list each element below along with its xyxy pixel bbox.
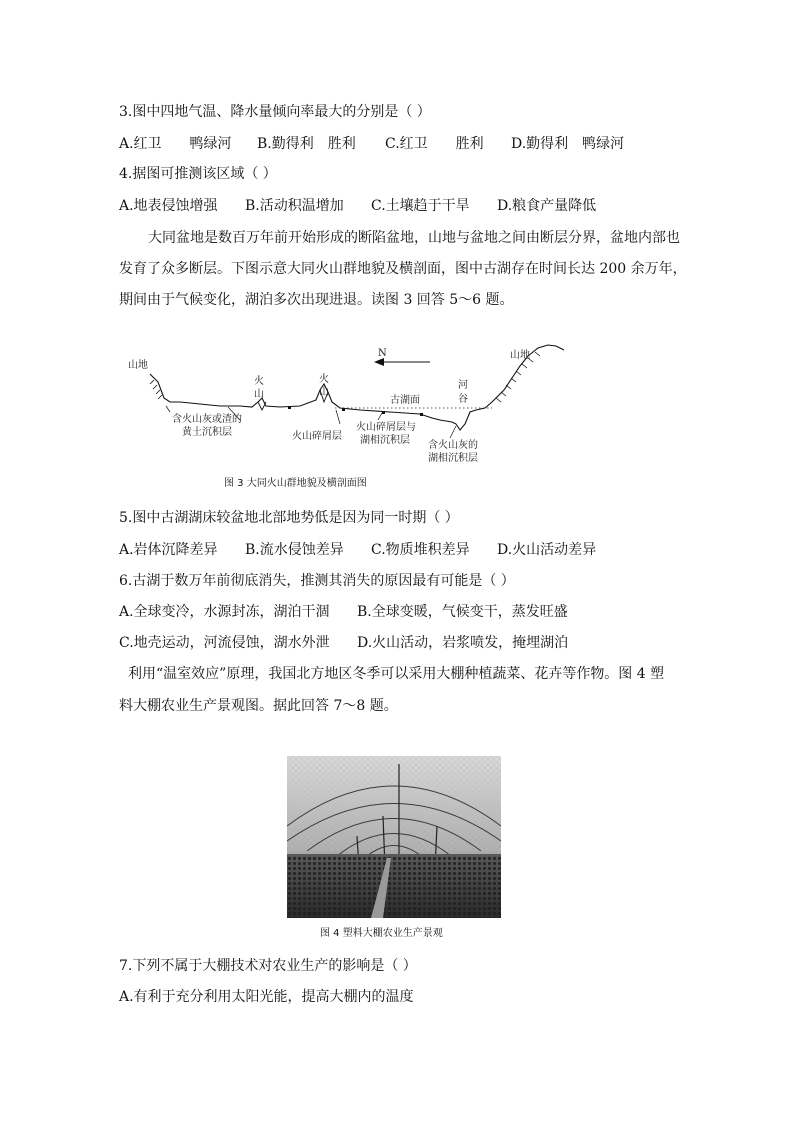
q6-option-d: D.火山活动，岩浆喷发，掩埋湖泊 xyxy=(357,635,569,651)
label-volcano-2-a: 火 xyxy=(319,374,329,385)
q6-options-row2 xyxy=(119,633,568,653)
label-ash-lake-a: 含火山灰的 xyxy=(428,440,478,451)
q3-options xyxy=(119,134,624,154)
sediment-markers xyxy=(288,406,423,416)
label-mountain-right: 山地 xyxy=(510,350,530,361)
q5-option-a: A.岩体沉降差异 xyxy=(119,542,218,558)
figure-4-caption: 图 4 塑料大棚农业生产景观 xyxy=(320,928,443,939)
label-debris-lake-a: 火山碎屑层与 xyxy=(356,422,416,433)
q6-option-c: C.地壳运动，河流侵蚀，湖水外泄 xyxy=(119,635,330,651)
left-slope-hatch xyxy=(150,380,162,399)
q3-stem: 3.图中四地气温、降水量倾向率最大的分别是（ ） xyxy=(119,104,431,120)
q3-option-b: B.勤得利 胜利 xyxy=(257,136,356,152)
label-debris-lake-b: 湖相沉积层 xyxy=(360,435,410,446)
figure-3-cross-section xyxy=(120,340,590,470)
label-lake-surface: 古湖面 xyxy=(390,395,420,406)
label-volcano-2-b: 山 xyxy=(319,387,329,398)
q4-option-c: C.土壤趋于干旱 xyxy=(371,198,470,214)
q7-option-a: A.有利于充分利用太阳光能，提高大棚内的温度 xyxy=(119,989,414,1005)
q4-options xyxy=(119,196,596,216)
para2-line2: 料大棚农业生产景观图。据此回答 7～8 题。 xyxy=(119,698,398,714)
label-debris: 火山碎屑层 xyxy=(292,431,342,442)
label-volcano-1-b: 山 xyxy=(254,389,264,400)
label-loess-b: 黄土沉积层 xyxy=(182,427,232,438)
label-loess-a: 含火山灰或渣的 xyxy=(172,414,242,425)
q6-options-row1 xyxy=(119,602,568,622)
q4-option-d: D.粮食产量降低 xyxy=(497,198,597,214)
q7-stem: 7.下列不属于大棚技术对农业生产的影响是（ ） xyxy=(119,958,417,974)
q6-option-b: B.全球变暖，气候变干，蒸发旺盛 xyxy=(357,604,568,620)
q5-options xyxy=(119,540,596,560)
north-label: N xyxy=(378,348,387,359)
q5-stem: 5.图中古湖湖床较盆地北部地势低是因为同一时期（ ） xyxy=(119,510,459,526)
greenhouse-illustration xyxy=(287,756,501,918)
q4-option-b: B.活动积温增加 xyxy=(245,198,344,214)
label-volcano-1-a: 火 xyxy=(254,376,264,387)
para2-line1: 利用“温室效应”原理，我国北方地区冬季可以采用大棚种植蔬菜、花卉等作物。图 4 塑 xyxy=(128,666,665,682)
q5-option-c: C.物质堆积差异 xyxy=(371,542,470,558)
label-valley-a: 河 xyxy=(458,380,468,391)
para1-line3: 期间由于气候变化，湖泊多次出现进退。读图 3 回答 5～6 题。 xyxy=(119,292,514,308)
label-valley-b: 谷 xyxy=(458,394,468,405)
figure-3-caption: 图 3 大同火山群地貌及横剖面图 xyxy=(224,478,367,489)
label-ash-lake-b: 湖相沉积层 xyxy=(428,453,478,464)
q3-option-a: A.红卫 鸭绿河 xyxy=(119,136,232,152)
q5-option-d: D.火山活动差异 xyxy=(497,542,597,558)
para1-line2: 发育了众多断层。下图示意大同火山群地貌及横剖面，图中古湖存在时间长达 200 余万年， xyxy=(119,261,687,277)
north-arrow-head xyxy=(374,358,384,366)
q5-option-b: B.流水侵蚀差异 xyxy=(245,542,344,558)
q6-option-a: A.全球变冷，水源封冻，湖泊干涸 xyxy=(119,604,330,620)
q3-option-c: C.红卫 胜利 xyxy=(385,136,484,152)
label-mountain-left: 山地 xyxy=(128,360,148,371)
para1-line1: 大同盆地是数百万年前开始形成的断陷盆地，山地与盆地之间由断层分界，盆地内部也 xyxy=(148,230,680,246)
q3-option-d: D.勤得利 鸭绿河 xyxy=(511,136,625,152)
q4-option-a: A.地表侵蚀增强 xyxy=(119,198,218,214)
q4-stem: 4.据图可推测该区域（ ） xyxy=(119,166,277,182)
figure-4-greenhouse-photo xyxy=(287,756,501,918)
q6-stem: 6.古湖于数万年前彻底消失，推测其消失的原因最有可能是（ ） xyxy=(119,573,515,589)
